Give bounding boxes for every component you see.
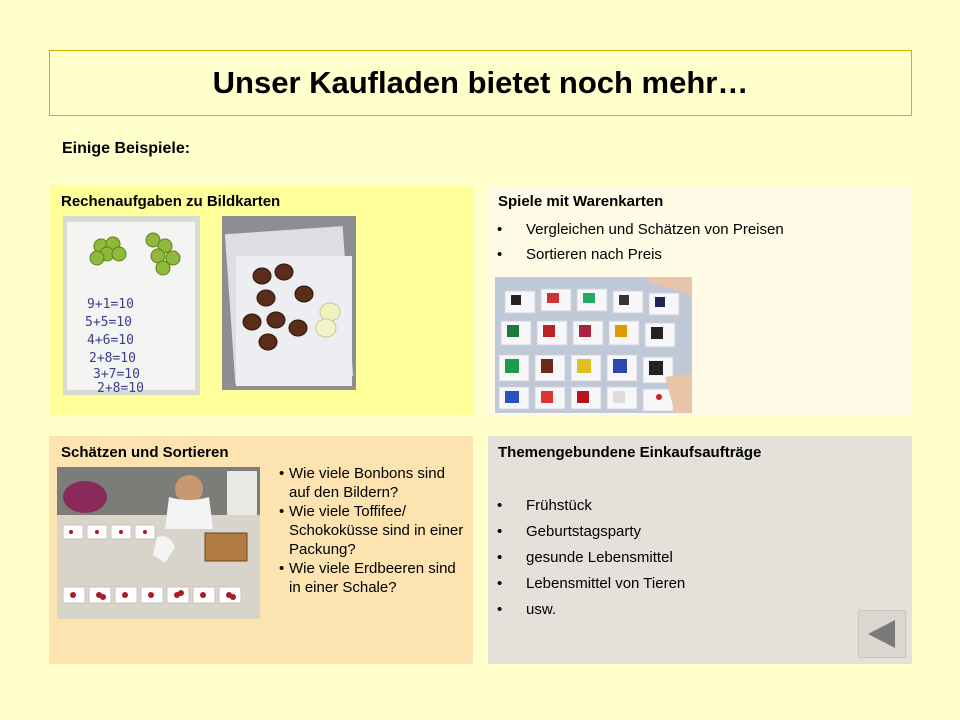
photo-apples-worksheet (63, 216, 200, 395)
equation-6: 2+8=10 (97, 381, 144, 395)
photo-child-sorting (57, 467, 260, 619)
photo-chocolates-cards (222, 216, 356, 390)
equation-1: 9+1=10 (87, 297, 134, 312)
panel-label-schaetzen: Schätzen und Sortieren (61, 444, 229, 461)
panel-spiele (488, 185, 912, 415)
themen-list (488, 497, 685, 618)
title-box (49, 50, 912, 116)
intro-text: Einige Beispiele: (62, 140, 191, 157)
list-item: • Geburtstagsparty (488, 523, 685, 540)
slide-title: Unser Kaufladen bietet noch mehr… (212, 65, 749, 100)
list-item: • Frühstück (488, 497, 685, 514)
list-item: • Wie viele Bonbons sind auf den Bildern? (279, 465, 445, 501)
list-item: • Wie viele Erdbeeren sind in einer Schale? (279, 560, 456, 596)
schaetzen-list (279, 464, 469, 597)
panel-label-themen: Themengebundene Einkaufsaufträge (498, 444, 762, 461)
equation-4: 2+8=10 (89, 351, 136, 366)
photo-price-cards (495, 277, 692, 413)
back-button[interactable] (858, 610, 906, 658)
spiele-list (488, 221, 784, 263)
list-item: • Lebensmittel von Tieren (488, 575, 685, 592)
panel-themen (488, 436, 912, 664)
panel-label-rechenaufgaben: Rechenaufgaben zu Bildkarten (61, 193, 281, 210)
panel-schaetzen (49, 436, 473, 664)
list-item: • usw. (488, 601, 685, 618)
list-item: • Sortieren nach Preis (488, 246, 784, 263)
list-item: • Vergleichen und Schätzen von Preisen (488, 221, 784, 238)
list-item: • Wie viele Toffifee/ Schokoküsse sind in einer Packung? (279, 503, 464, 558)
equation-5: 3+7=10 (93, 367, 140, 382)
list-item: • gesunde Lebensmittel (488, 549, 685, 566)
triangle-left-icon (865, 617, 899, 651)
equation-2: 5+5=10 (85, 315, 132, 330)
panel-rechenaufgaben (49, 185, 473, 415)
equation-3: 4+6=10 (87, 333, 134, 348)
panel-label-spiele: Spiele mit Warenkarten (498, 193, 664, 210)
